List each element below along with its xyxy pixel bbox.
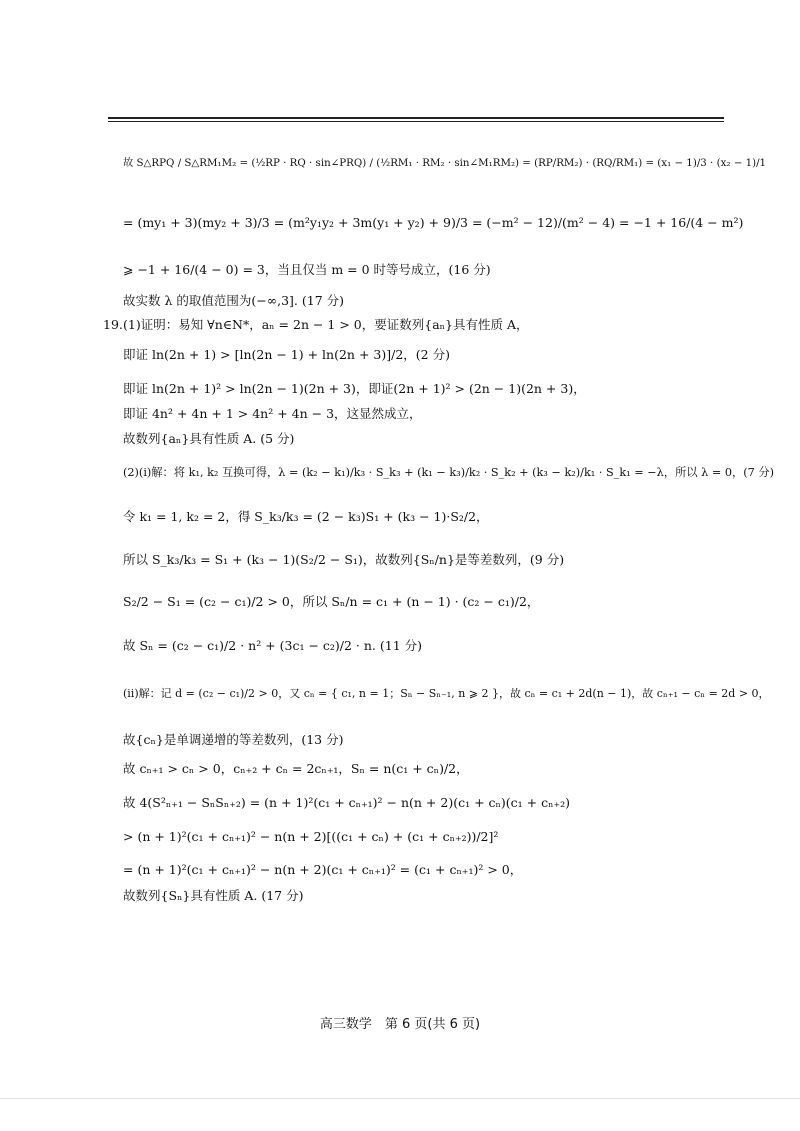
solution-line: 故实数 λ 的取值范围为(−∞,3]. (17 分) <box>123 293 345 308</box>
solution-line: 故 Sₙ = (c₂ − c₁)/2 · n² + (3c₁ − c₂)/2 · n. (11 分) <box>123 638 422 653</box>
solution-line: 即证 ln(2n + 1) > [ln(2n − 1) + ln(2n + 3)]/2，(2 分) <box>123 347 450 362</box>
solution-line: 即证 4n² + 4n + 1 > 4n² + 4n − 3，这显然成立， <box>123 406 422 421</box>
solution-line: 故数列{aₙ}具有性质 A. (5 分) <box>123 431 295 446</box>
solution-line: 故 cₙ₊₁ > cₙ > 0，cₙ₊₂ + cₙ = 2cₙ₊₁，Sₙ = n(c₁ + cₙ)/2， <box>123 761 469 776</box>
solution-line: (ii)解：记 d = (c₂ − c₁)/2 > 0，又 cₙ = { c₁, n = 1；Sₙ − Sₙ₋₁, n ⩾ 2 }，故 cₙ = c₁ + 2d(n − 1)，故 cₙ₊₁ − cₙ = 2d > 0， <box>123 687 770 700</box>
bottom-edge <box>0 1098 800 1099</box>
solution-line: = (my₁ + 3)(my₂ + 3)/3 = (m²y₁y₂ + 3m(y₁ + y₂) + 9)/3 = (−m² − 12)/(m² − 4) = −1 + 16/(4 − m²) <box>123 215 744 230</box>
solution-line: (1)证明：易知 ∀n∈N*，aₙ = 2n − 1 > 0，要证数列{aₙ}具有性质 A， <box>123 317 529 332</box>
solution-line: (2)(i)解：将 k₁, k₂ 互换可得，λ = (k₂ − k₁)/k₃ · S_k₃ + (k₁ − k₃)/k₂ · S_k₂ + (k₃ − k₂)/k₁ · S_k₁ = −λ，所以 λ = 0，(7 分) <box>123 466 775 479</box>
page-footer: 高三数学 第 6 页(共 6 页) <box>319 1017 481 1032</box>
solution-line: = (n + 1)²(c₁ + cₙ₊₁)² − n(n + 2)(c₁ + cₙ₊₁)² = (c₁ + cₙ₊₁)² > 0， <box>123 862 523 877</box>
solution-line: ⩾ −1 + 16/(4 − 0) = 3，当且仅当 m = 0 时等号成立，(16 分) <box>123 262 491 277</box>
solution-line: 即证 ln(2n + 1)² > ln(2n − 1)(2n + 3)，即证(2n + 1)² > (2n − 1)(2n + 3)， <box>123 381 586 396</box>
solution-line: 故数列{Sₙ}具有性质 A. (17 分) <box>123 888 304 903</box>
solution-line: S₂/2 − S₁ = (c₂ − c₁)/2 > 0，所以 Sₙ/n = c₁ + (n − 1) · (c₂ − c₁)/2， <box>123 594 540 609</box>
solution-line: 所以 S_k₃/k₃ = S₁ + (k₃ − 1)(S₂/2 − S₁)，故数列{Sₙ/n}是等差数列，(9 分) <box>123 552 565 567</box>
header-rule <box>108 117 724 119</box>
solution-line: 令 k₁ = 1, k₂ = 2，得 S_k₃/k₃ = (2 − k₃)S₁ + (k₃ − 1)·S₂/2， <box>123 509 489 524</box>
header-rule-thin <box>108 121 724 122</box>
solution-line: > (n + 1)²(c₁ + cₙ₊₁)² − n(n + 2)[((c₁ + cₙ) + (c₁ + cₙ₊₂))/2]² <box>123 829 499 844</box>
solution-line: 故{cₙ}是单调递增的等差数列，(13 分) <box>123 732 344 747</box>
solution-line: 故 S△RPQ / S△RM₁M₂ = (½RP · RQ · sin∠PRQ) / (½RM₁ · RM₂ · sin∠M₁RM₂) = (RP/RM₂) · (RQ/RM₁) = (x₁ − 1)/3 · (x₂ − 1)/1 <box>123 157 767 169</box>
solution-line: 故 4(S²ₙ₊₁ − SₙSₙ₊₂) = (n + 1)²(c₁ + cₙ₊₁)² − n(n + 2)(c₁ + cₙ)(c₁ + cₙ₊₂) <box>123 795 571 810</box>
question-number: 19. <box>103 317 123 332</box>
